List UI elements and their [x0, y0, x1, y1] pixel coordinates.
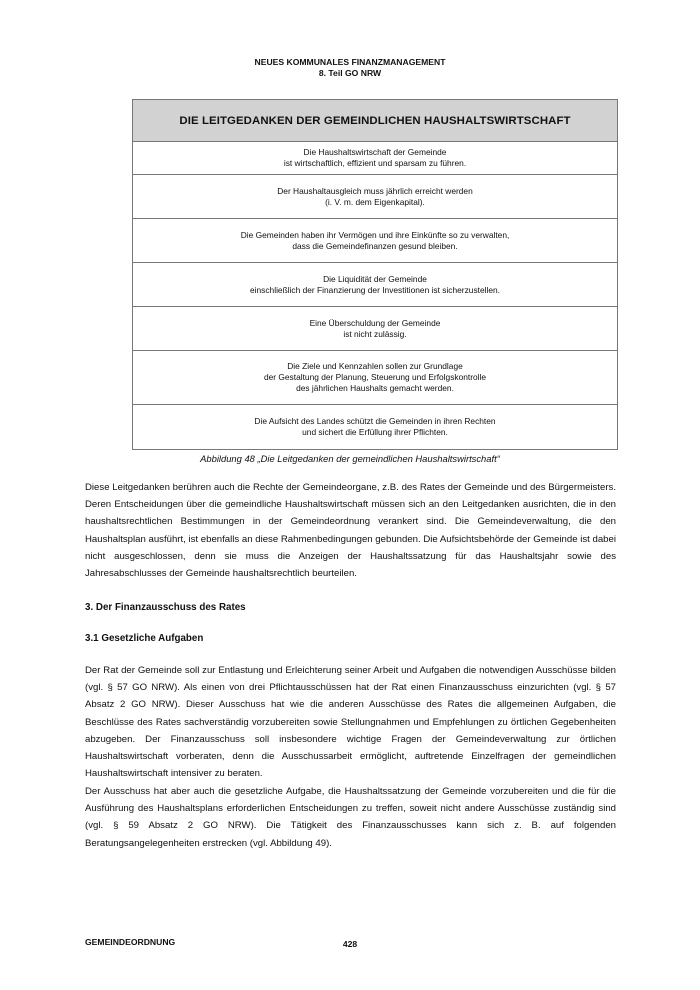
paragraph-gesetzliche-aufgaben: Der Rat der Gemeinde soll zur Entlastung und Erleichterung seiner Arbeit und Aufgaben die notwendigen Ausschüsse bilden (vgl. § 57 GO NRW). Als einen von drei Pflichtausschüssen hat der Rat einen Finanzausschuss einzurichten (vgl. § 57 Absatz 2 GO NRW). Dieser Ausschuss hat wie die anderen Ausschüsse des Rates die allgemeinen Aufgaben, die Beschlüsse des Rates sachverständig vorzubereiten sowie Stellungnahmen und Empfehlungen zu örtlichen Gegebenheiten abzugeben. Der Finanzausschuss soll insbesondere wichtige Fragen der Gemeindeverwaltung zur örtlichen Haushaltswirtschaft vorberaten, denn die Ausschussarbeit ermöglicht, auftretende Einzelfragen der gemeindlichen Haushaltswirtschaft intensiver zu beraten. — [85, 665, 616, 780]
paragraph-ausschuss-aufgaben: Der Ausschuss hat aber auch die gesetzliche Aufgabe, die Haushaltssatzung der Gemeinde vorzubereiten und die für die Ausführung des Haushaltsplans erforderlichen Entscheidungen zu treffen, soweit nicht andere Ausschüsse zuständig sind (vgl. § 59 Absatz 2 GO NRW). Die Tätigkeit des Finanzausschusses kann sich z. B. auf folgenden Beratungsangelegenheiten erstrecken (vgl. Abbildung 49). — [85, 786, 616, 849]
subsection-heading: 3.1 Gesetzliche Aufgaben — [85, 633, 204, 644]
header-title: NEUES KOMMUNALES FINANZMANAGEMENT — [254, 57, 446, 67]
figure-row-3: Die Gemeinden haben ihr Vermögen und ihre Einkünfte so zu verwalten, dass die Gemeindefinanzen gesund bleiben. — [133, 219, 617, 263]
figure-row-4: Die Liquidität der Gemeinde einschließlich der Finanzierung der Investitionen ist sicherzustellen. — [133, 263, 617, 307]
section-heading: 3. Der Finanzausschuss des Rates — [85, 602, 246, 613]
figure-row-1: Die Haushaltswirtschaft der Gemeinde ist wirtschaftlich, effizient und sparsam zu führen. — [133, 142, 617, 175]
header-subtitle: 8. Teil GO NRW — [318, 68, 382, 78]
leitgedanken-figure-table — [132, 99, 618, 450]
figure-row-2: Der Haushaltausgleich muss jährlich erreicht werden (i. V. m. dem Eigenkapital). — [133, 175, 617, 219]
figure-title: DIE LEITGEDANKEN DER GEMEINDLICHEN HAUSHALTSWIRTSCHAFT — [133, 100, 617, 142]
page-number: 428 — [342, 939, 358, 949]
footer-label: GEMEINDEORDNUNG — [85, 937, 176, 947]
paragraph-leitgedanken: Diese Leitgedanken berühren auch die Rechte der Gemeindeorgane, z.B. des Rates der Gemeinde und des Bürgermeisters. Deren Entscheidungen über die gemeindliche Haushaltswirtschaft müssen sich an den Leitgedanken ausrichten, die in den haushaltsrechtlichen Bestimmungen in der Gemeindeordnung verankert sind. Die Gemeindeverwaltung, die den Haushaltsplan ausführt, ist ebenfalls an diese Rahmenbedingungen gebunden. Die Aufsichtsbehörde der Gemeinde ist dabei nicht ausgeschlossen, denn sie muss die Anzeigen der Haushaltssatzung für das Haushaltsjahr sowie des Jahresabschlusses der Gemeinde haushaltsrechtlich beurteilen. — [85, 482, 616, 580]
figure-row-6: Die Ziele und Kennzahlen sollen zur Grundlage der Gestaltung der Planung, Steuerung und Erfolgskontrolle des jährlichen Haushalts gemacht werden. — [133, 351, 617, 405]
figure-caption: Abbildung 48 „Die Leitgedanken der gemeindlichen Haushaltswirtschaft“ — [200, 453, 500, 464]
figure-row-5: Eine Überschuldung der Gemeinde ist nicht zulässig. — [133, 307, 617, 351]
running-header — [0, 57, 700, 79]
figure-row-7: Die Aufsicht des Landes schützt die Gemeinden in ihren Rechten und sichert die Erfüllung ihrer Pflichten. — [254, 416, 496, 437]
